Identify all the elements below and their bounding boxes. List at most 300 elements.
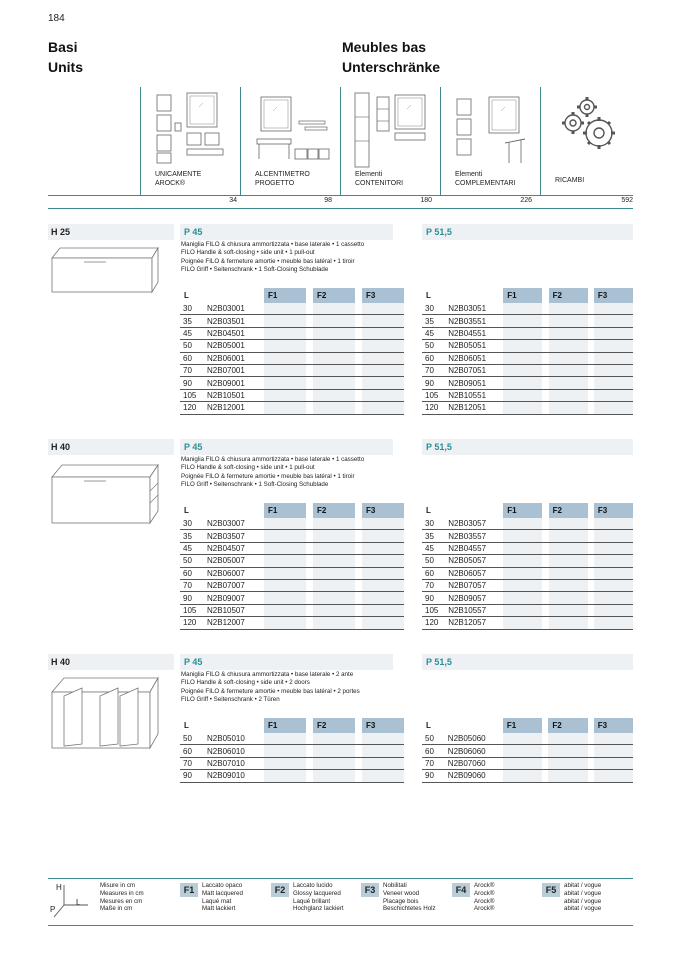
table-row xyxy=(180,555,404,567)
alcentimetro-thumbnail-icon xyxy=(255,93,335,167)
finish-cell xyxy=(264,604,306,616)
cell-gap xyxy=(355,592,362,604)
table-row xyxy=(422,745,633,757)
code-cell: N2B03501 xyxy=(204,315,264,327)
finish-line: abitat / vogue xyxy=(564,897,602,905)
column-header-f1: F1 xyxy=(264,718,306,733)
description xyxy=(181,241,364,274)
gears-icon xyxy=(553,93,621,161)
table-row xyxy=(422,364,633,376)
table-row xyxy=(422,518,633,530)
cell-gap xyxy=(355,364,362,376)
table-row xyxy=(180,327,404,339)
code-cell: N2B06051 xyxy=(445,352,503,364)
width-cell: 35 xyxy=(422,530,445,542)
finish-cell xyxy=(548,733,587,745)
column-header-f3: F3 xyxy=(362,718,404,733)
finish-cell xyxy=(549,617,588,629)
finish-line: Beschichtetes Holz xyxy=(383,905,436,913)
code-cell: N2B05057 xyxy=(445,555,503,567)
depth-title-left: P 45 xyxy=(180,654,393,670)
finish-cell xyxy=(549,530,588,542)
cell-gap xyxy=(355,315,362,327)
cell-gap xyxy=(306,377,313,389)
table-row xyxy=(422,592,633,604)
finish-cell xyxy=(313,617,355,629)
finish-cell xyxy=(594,757,633,769)
contenitori-thumbnail-icon xyxy=(351,91,435,169)
finish-cell xyxy=(594,530,633,542)
nav-page-98: 98 xyxy=(324,197,332,204)
column-header-f1: F1 xyxy=(264,503,306,518)
column-header-l: L xyxy=(426,291,431,300)
finish-cell xyxy=(503,733,542,745)
desc-fr: Poignée FILO & fermeture amortie • meuble bas latéral • 1 tiroir xyxy=(181,472,355,480)
title-basi: Basi xyxy=(48,39,78,55)
code-cell: N2B12001 xyxy=(204,402,264,414)
title-units: Units xyxy=(48,59,83,75)
finish-cell xyxy=(264,352,306,364)
finish-cell xyxy=(313,377,355,389)
desc-de: FILO Griff • Seitenschrank • 1 Soft-Closing Schublade xyxy=(181,480,329,488)
table-row xyxy=(422,352,633,364)
cell-gap xyxy=(355,555,362,567)
width-cell: 60 xyxy=(180,567,204,579)
finish-legend-f2 xyxy=(293,882,344,913)
code-cell: N2B09010 xyxy=(204,770,264,782)
cell-gap xyxy=(355,402,362,414)
column-header-f1: F1 xyxy=(503,718,542,733)
finish-cell xyxy=(264,389,306,401)
finish-cell xyxy=(503,327,542,339)
column-header-code xyxy=(204,288,264,303)
finish-cell xyxy=(313,770,355,782)
width-cell: 90 xyxy=(180,592,204,604)
finish-cell xyxy=(549,567,588,579)
finish-cell xyxy=(313,592,355,604)
cell-gap xyxy=(306,315,313,327)
finish-line: Arock® xyxy=(474,905,495,913)
finish-cell xyxy=(594,315,633,327)
finish-cell xyxy=(264,770,306,782)
code-table-left xyxy=(180,503,404,630)
finish-cell xyxy=(264,733,306,745)
table-row xyxy=(180,733,404,745)
cell-gap xyxy=(306,364,313,376)
finish-cell xyxy=(362,389,404,401)
finish-cell xyxy=(264,745,306,757)
finish-cell xyxy=(362,530,404,542)
table-row xyxy=(422,770,633,782)
width-cell: 120 xyxy=(422,402,445,414)
depth-title-right: P 51,5 xyxy=(422,224,633,240)
width-cell: 105 xyxy=(422,389,445,401)
finish-badge-f4: F4 xyxy=(452,883,470,897)
table-row xyxy=(422,604,633,616)
finish-cell xyxy=(503,770,542,782)
width-cell: 70 xyxy=(422,364,445,376)
table-row xyxy=(180,757,404,769)
page-title-left xyxy=(48,37,83,77)
code-cell: N2B05001 xyxy=(204,340,264,352)
door-unit-illustration xyxy=(48,668,162,752)
column-header-f2: F2 xyxy=(313,503,355,518)
finish-cell xyxy=(362,567,404,579)
code-cell: N2B09001 xyxy=(204,377,264,389)
finish-badge-f2: F2 xyxy=(271,883,289,897)
finish-line: Arock® xyxy=(474,897,495,905)
finish-badge-f1: F1 xyxy=(180,883,198,897)
cell-gap xyxy=(355,604,362,616)
table-row xyxy=(422,377,633,389)
unicamente-thumbnail-icon xyxy=(155,91,235,167)
table-row xyxy=(180,389,404,401)
finish-cell xyxy=(313,518,355,530)
finish-cell xyxy=(549,352,588,364)
nav-item-ricambi[interactable] xyxy=(540,87,634,195)
finish-cell xyxy=(264,518,306,530)
finish-cell xyxy=(549,518,588,530)
desc-fr: Poignée FILO & fermeture amortie • meuble bas latéral • 1 tiroir xyxy=(181,257,355,265)
finish-cell xyxy=(264,530,306,542)
nav-page-180: 180 xyxy=(420,197,432,204)
code-cell: N2B12057 xyxy=(445,617,503,629)
width-cell: 120 xyxy=(180,617,204,629)
finish-cell xyxy=(549,604,588,616)
finish-cell xyxy=(549,592,588,604)
column-header-f2: F2 xyxy=(549,288,588,303)
width-cell: 35 xyxy=(180,315,204,327)
table-row xyxy=(422,579,633,591)
cell-gap xyxy=(355,617,362,629)
nav-item-alcentimetro[interactable] xyxy=(240,87,339,195)
finish-cell xyxy=(549,340,588,352)
width-cell: 90 xyxy=(422,592,445,604)
finish-line: Laccato opaco xyxy=(202,882,243,889)
page-title-right xyxy=(342,37,440,77)
code-cell: N2B05051 xyxy=(445,340,503,352)
nav-caption-line2: COMPLEMENTARI xyxy=(455,180,516,187)
column-header-l: L xyxy=(426,506,431,515)
table-row xyxy=(422,757,633,769)
codes-table xyxy=(180,288,404,415)
cell-gap xyxy=(306,733,313,745)
section-h40-doors xyxy=(48,654,633,794)
description xyxy=(181,456,364,489)
finish-cell xyxy=(313,579,355,591)
width-cell: 60 xyxy=(180,745,204,757)
depth-title-left: P 45 xyxy=(180,224,393,240)
cell-gap xyxy=(306,567,313,579)
cell-gap xyxy=(306,327,313,339)
finish-cell xyxy=(549,315,588,327)
finish-cell xyxy=(313,340,355,352)
code-cell: N2B04501 xyxy=(204,327,264,339)
width-cell: 120 xyxy=(422,617,445,629)
column-gap xyxy=(355,503,362,518)
width-cell: 45 xyxy=(180,327,204,339)
finish-cell xyxy=(313,733,355,745)
finish-cell xyxy=(549,389,588,401)
table-row xyxy=(422,303,633,315)
finish-cell xyxy=(594,352,633,364)
column-header-code xyxy=(204,718,264,733)
finish-cell xyxy=(362,592,404,604)
nav-caption-line1: Elementi xyxy=(355,171,383,178)
code-cell: N2B06001 xyxy=(204,352,264,364)
finish-cell xyxy=(549,377,588,389)
finish-cell xyxy=(503,604,542,616)
finish-line: Placage bois xyxy=(383,897,419,905)
code-table-right xyxy=(422,503,633,630)
table-row xyxy=(180,377,404,389)
finish-cell xyxy=(362,745,404,757)
desc-it: Maniglia FILO & chiusura ammortizzata • base laterale • 1 cassetto xyxy=(181,241,365,248)
finish-cell xyxy=(362,770,404,782)
finish-cell xyxy=(362,733,404,745)
width-cell: 30 xyxy=(180,303,204,315)
finish-cell xyxy=(503,592,542,604)
width-cell: 120 xyxy=(180,402,204,414)
width-cell: 90 xyxy=(422,770,445,782)
finish-cell xyxy=(264,402,306,414)
finish-cell xyxy=(594,733,633,745)
codes-table xyxy=(422,718,633,783)
finish-cell xyxy=(313,303,355,315)
finish-cell xyxy=(594,555,633,567)
finish-cell xyxy=(594,770,633,782)
finish-cell xyxy=(549,327,588,339)
finish-cell xyxy=(503,518,542,530)
drawer-unit-illustration xyxy=(48,238,162,298)
finish-cell xyxy=(362,352,404,364)
cell-gap xyxy=(355,757,362,769)
width-cell: 90 xyxy=(180,770,204,782)
finish-line: abitat / vogue xyxy=(564,905,602,913)
finish-cell xyxy=(362,579,404,591)
finish-cell xyxy=(362,604,404,616)
finish-cell xyxy=(503,377,542,389)
desc-en: FILO Handle & soft-closing • side unit • 1 pull-out xyxy=(181,464,315,472)
cell-gap xyxy=(355,303,362,315)
finish-cell xyxy=(313,402,355,414)
table-row xyxy=(180,315,404,327)
finish-cell xyxy=(313,604,355,616)
column-gap xyxy=(355,288,362,303)
table-row xyxy=(422,315,633,327)
finish-cell xyxy=(594,592,633,604)
code-cell: N2B10507 xyxy=(204,604,264,616)
nav-item-unicamente[interactable] xyxy=(140,87,239,195)
width-cell: 45 xyxy=(422,542,445,554)
width-cell: 60 xyxy=(180,352,204,364)
table-row xyxy=(180,542,404,554)
finish-cell xyxy=(503,389,542,401)
finish-line: Laccato lucido xyxy=(293,882,333,889)
desc-de: FILO Griff • Seitenschrank • 2 Türen xyxy=(181,695,280,703)
column-header-f2: F2 xyxy=(549,503,588,518)
finish-cell xyxy=(594,604,633,616)
cell-gap xyxy=(306,604,313,616)
code-cell: N2B07060 xyxy=(445,757,503,769)
cell-gap xyxy=(355,530,362,542)
table-row xyxy=(180,340,404,352)
finish-cell xyxy=(594,377,633,389)
width-cell: 35 xyxy=(180,530,204,542)
table-row xyxy=(180,579,404,591)
finish-cell xyxy=(594,327,633,339)
code-cell: N2B03051 xyxy=(445,303,503,315)
finish-cell xyxy=(362,303,404,315)
width-cell: 70 xyxy=(422,579,445,591)
finish-line: Nobilitati xyxy=(383,882,407,889)
code-cell: N2B06060 xyxy=(445,745,503,757)
cell-gap xyxy=(355,352,362,364)
width-cell: 50 xyxy=(180,555,204,567)
code-cell: N2B09057 xyxy=(445,592,503,604)
catalog-navigation xyxy=(48,87,633,209)
table-row xyxy=(180,352,404,364)
nav-page-226: 226 xyxy=(520,197,532,204)
finish-cell xyxy=(594,340,633,352)
finish-cell xyxy=(362,364,404,376)
finish-cell xyxy=(313,530,355,542)
finish-cell xyxy=(594,579,633,591)
finish-cell xyxy=(362,757,404,769)
finish-cell xyxy=(503,555,542,567)
width-cell: 45 xyxy=(422,327,445,339)
depth-title-left: P 45 xyxy=(180,439,393,455)
finish-line: abitat / vogue xyxy=(564,889,602,897)
finish-cell xyxy=(264,757,306,769)
finish-line: Matt lackiert xyxy=(202,905,236,913)
nav-page-592: 592 xyxy=(621,197,633,204)
table-row xyxy=(180,518,404,530)
measures-en: Measures in cm xyxy=(100,889,144,897)
width-cell: 105 xyxy=(422,604,445,616)
finish-cell xyxy=(503,567,542,579)
finish-cell xyxy=(362,327,404,339)
finish-line: Arock® xyxy=(474,889,495,897)
table-row xyxy=(422,542,633,554)
nav-page-34: 34 xyxy=(229,197,237,204)
cell-gap xyxy=(306,770,313,782)
width-cell: 50 xyxy=(422,340,445,352)
cell-gap xyxy=(306,745,313,757)
nav-item-contenitori[interactable] xyxy=(340,87,439,195)
finish-cell xyxy=(264,579,306,591)
finish-cell xyxy=(313,555,355,567)
column-header-f1: F1 xyxy=(264,288,306,303)
column-header-l: L xyxy=(184,721,189,730)
code-cell: N2B03557 xyxy=(445,530,503,542)
column-header-f1: F1 xyxy=(503,503,542,518)
code-cell: N2B07007 xyxy=(204,579,264,591)
finish-cell xyxy=(264,555,306,567)
column-header-f2: F2 xyxy=(548,718,587,733)
code-cell: N2B03007 xyxy=(204,518,264,530)
description xyxy=(181,671,360,704)
cell-gap xyxy=(306,542,313,554)
finish-cell xyxy=(503,303,542,315)
cell-gap xyxy=(306,402,313,414)
finish-cell xyxy=(264,567,306,579)
finish-cell xyxy=(594,389,633,401)
code-cell: N2B07001 xyxy=(204,364,264,376)
finish-cell xyxy=(594,303,633,315)
finish-cell xyxy=(264,377,306,389)
finish-cell xyxy=(503,340,542,352)
code-cell: N2B05060 xyxy=(445,733,503,745)
column-gap xyxy=(306,718,313,733)
table-row xyxy=(422,402,633,414)
axis-p-label: P xyxy=(50,905,56,914)
width-cell: 70 xyxy=(180,579,204,591)
width-cell: 60 xyxy=(422,352,445,364)
code-cell: N2B09051 xyxy=(445,377,503,389)
finish-cell xyxy=(549,364,588,376)
finish-cell xyxy=(362,555,404,567)
code-cell: N2B07010 xyxy=(204,757,264,769)
cell-gap xyxy=(306,352,313,364)
finish-cell xyxy=(548,757,587,769)
finish-cell xyxy=(362,315,404,327)
finish-legend-f1 xyxy=(202,882,243,913)
finish-cell xyxy=(362,617,404,629)
finish-legend-f3 xyxy=(383,882,436,913)
width-cell: 105 xyxy=(180,389,204,401)
finish-cell xyxy=(594,617,633,629)
finish-cell xyxy=(264,592,306,604)
cell-gap xyxy=(355,340,362,352)
finish-cell xyxy=(503,530,542,542)
code-table-right xyxy=(422,718,633,783)
finish-line: abitat / vogue xyxy=(564,882,602,889)
section-h40-drawer xyxy=(48,439,633,639)
table-row xyxy=(422,327,633,339)
code-table-left xyxy=(180,718,404,783)
width-cell: 50 xyxy=(422,733,445,745)
finish-cell xyxy=(264,303,306,315)
finish-line: Hochglanz lackiert xyxy=(293,905,344,913)
finish-cell xyxy=(594,364,633,376)
finish-cell xyxy=(313,542,355,554)
finish-cell xyxy=(503,579,542,591)
column-header-f1: F1 xyxy=(503,288,542,303)
title-meubles-bas: Meubles bas xyxy=(342,39,427,55)
nav-caption-line1: ALCENTIMETRO xyxy=(255,171,310,178)
depth-title-right: P 51,5 xyxy=(422,654,633,670)
table-row xyxy=(180,303,404,315)
drawer-unit-illustration xyxy=(48,453,162,525)
nav-item-complementari[interactable] xyxy=(440,87,539,195)
measures-de: Maße in cm xyxy=(100,905,133,913)
table-row xyxy=(180,745,404,757)
code-cell: N2B03507 xyxy=(204,530,264,542)
finish-cell xyxy=(362,402,404,414)
code-cell: N2B09007 xyxy=(204,592,264,604)
axis-h-label: H xyxy=(56,883,62,892)
finish-cell xyxy=(264,617,306,629)
finish-line: Arock® xyxy=(474,882,495,889)
finish-cell xyxy=(264,340,306,352)
finish-cell xyxy=(362,377,404,389)
desc-de: FILO Griff • Seitenschrank • 1 Soft-Closing Schublade xyxy=(181,265,329,273)
column-header-l: L xyxy=(184,506,189,515)
column-header-f3: F3 xyxy=(594,288,633,303)
finish-cell xyxy=(313,352,355,364)
finish-cell xyxy=(549,555,588,567)
